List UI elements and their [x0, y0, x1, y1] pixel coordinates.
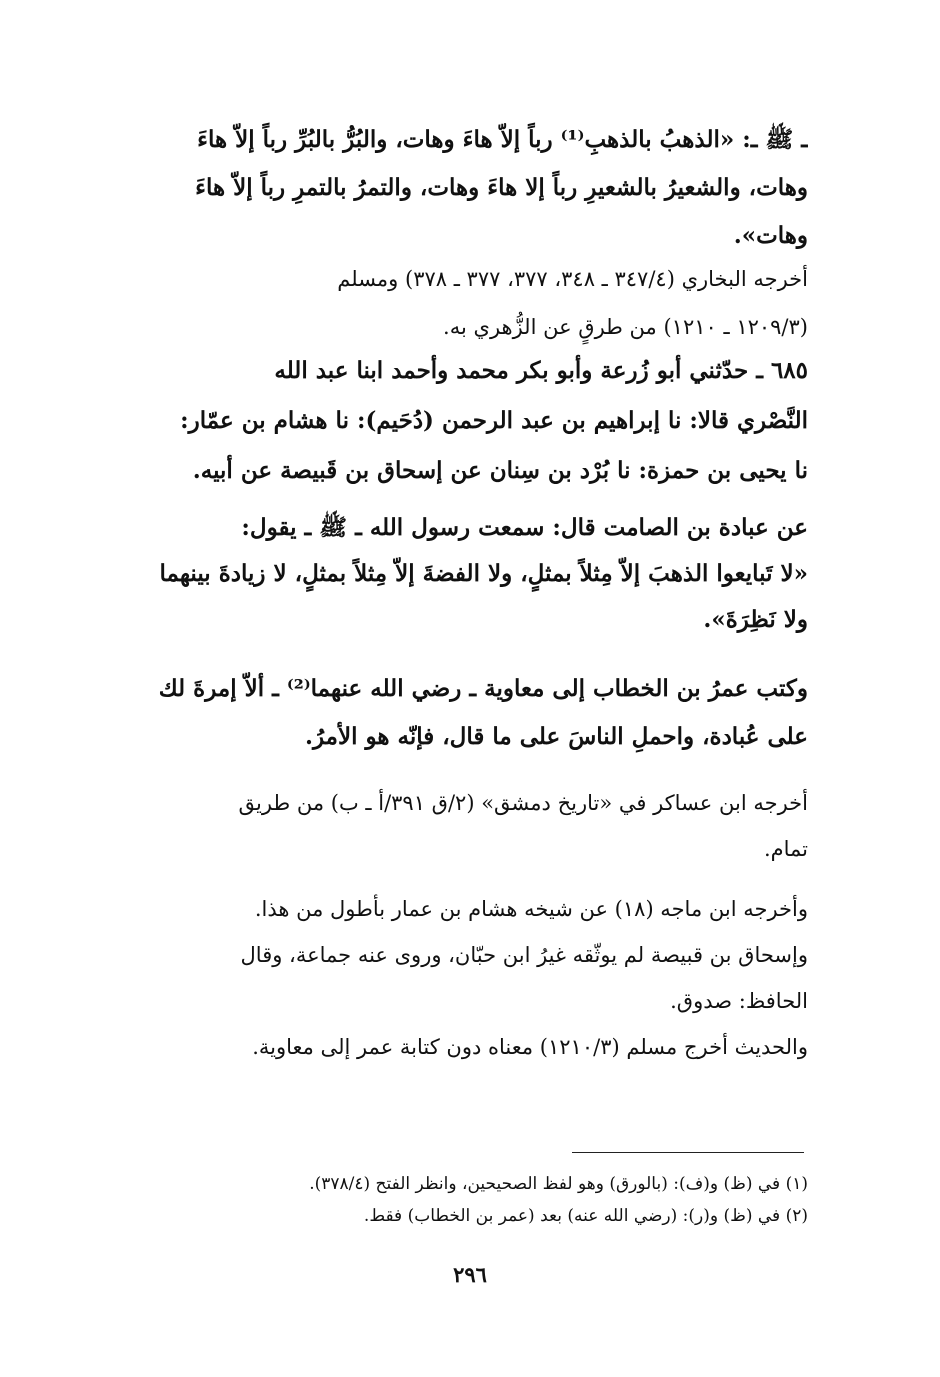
text-line: وهات».	[733, 222, 808, 249]
paragraph-hadith-gold	[100, 116, 808, 260]
page-number: ٢٩٦	[453, 1262, 487, 1287]
hadith-685-matn	[100, 505, 808, 643]
text-line: تمام.	[763, 837, 808, 861]
text-line: وكتب عمرُ بن الخطاب إلى معاوية ـ رضي الله عنهما⁽²⁾ ـ ألاّ إمرةَ لك	[158, 675, 808, 702]
text-line: أخرجه ابن عساكر في «تاريخ دمشق» (٢/ق ٣٩١/أ ـ ب) من طريق	[238, 791, 808, 815]
text-line: والحديث أخرج مسلم (١٢١٠/٣) معناه دون كتابة عمر إلى معاوية.	[252, 1035, 808, 1059]
footnote-item: (٢) في (ظ) و(ر): (رضي الله عنه) بعد (عمر بن الخطاب) فقط.	[363, 1206, 808, 1226]
text-line: وإسحاق بن قبيصة لم يوثّقه غيرُ ابن حبّان، وروى عنه جماعة، وقال	[240, 943, 808, 967]
hadith-685-isnad	[100, 346, 808, 496]
footnote-separator	[572, 1152, 804, 1153]
footnotes	[158, 1168, 808, 1232]
text-line: وأخرجه ابن ماجه (١٨) عن شيخه هشام بن عمار بأطول من هذا.	[254, 897, 808, 921]
text-line: نا يحيى بن حمزة: نا بُرْد بن سِنان عن إسحاق بن قَبيصة عن أبيه.	[192, 457, 808, 484]
text-line: «لا تَبايعوا الذهبَ إلاّ مِثلاً بمثلٍ، ولا الفضةَ إلاّ مِثلاً بمثلٍ، لا زيادةَ بينهما	[159, 560, 808, 587]
text-line: ـ ﷺ ـ: «الذهبُ بالذهبِ⁽¹⁾ رباً إلاّ هاءَ وهات، والبُرُّ بالبُرِّ رباً إلاّ هاءَ	[197, 126, 808, 153]
paragraph-takhrij-1	[100, 255, 808, 351]
text-line: النَّصْري قالا: نا إبراهيم بن عبد الرحمن (دُحَيم): نا هشام بن عمّار:	[180, 407, 808, 434]
takhrij-ibn-majah	[100, 886, 808, 1070]
text-line: وهات، والشعيرُ بالشعيرِ رباً إلا هاءَ وهات، والتمرُ بالتمرِ رباً إلاّ هاءَ	[195, 174, 808, 201]
text-line: أخرجه البخاري (٣٤٧/٤ ـ ٣٤٨، ٣٧٧، ٣٧٧ ـ ٣٧٨) ومسلم	[337, 267, 808, 291]
text-line: (١٢٠٩/٣ ـ ١٢١٠) من طرقٍ عن الزُّهري به.	[443, 315, 808, 339]
umar-letter-paragraph	[100, 665, 808, 761]
takhrij-ibn-asakir	[100, 780, 808, 872]
text-line: ٦٨٥ ـ حدّثني أبو زُرعة وأبو بكر محمد وأحمد ابنا عبد الله	[274, 357, 808, 384]
text-line: ولا نَظِرَةَ».	[703, 606, 808, 633]
footnote-item: (١) في (ظ) و(ف): (بالورق) وهو لفظ الصحيحين، وانظر الفتح (٣٧٨/٤).	[309, 1174, 808, 1194]
text-line: عن عبادة بن الصامت قال: سمعت رسول الله ـ ﷺ ـ يقول:	[241, 514, 808, 541]
text-line: على عُبادة، واحملِ الناسَ على ما قال، فإنّه هو الأمرُ.	[304, 723, 808, 750]
text-line: الحافظ: صدوق.	[670, 989, 808, 1013]
